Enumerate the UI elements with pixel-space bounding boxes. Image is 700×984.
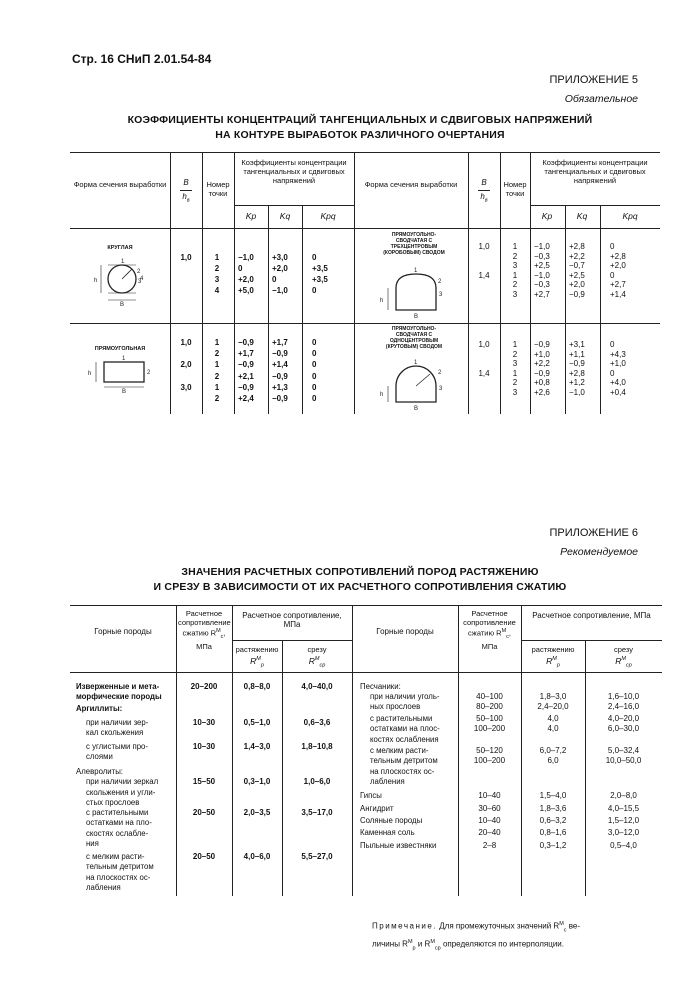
right-block-1-ratio: 1,0 bbox=[478, 340, 490, 349]
left-block-1-kq-value: +1,7 bbox=[272, 338, 288, 347]
tension-value: 0,6–3,2 bbox=[539, 816, 567, 825]
rock-name-line: с мелким расти- bbox=[370, 746, 429, 755]
svg-text:h: h bbox=[380, 392, 384, 398]
rock-name-line: Ангидрит bbox=[360, 804, 394, 813]
rock-name-line: с углистыми про- bbox=[86, 742, 148, 751]
svg-text:2: 2 bbox=[438, 370, 442, 376]
note-text-2: ве- bbox=[568, 921, 581, 931]
left-block-1-point: 2 bbox=[214, 371, 220, 381]
left-header-kq: Kq bbox=[279, 211, 291, 221]
right-block-0-point: 3 bbox=[512, 289, 518, 299]
right-block-0-ratio: 1,4 bbox=[478, 270, 490, 280]
appendix-6-label: ПРИЛОЖЕНИЕ 6 bbox=[549, 527, 638, 539]
rock-name-line: при наличии зеркал bbox=[86, 777, 159, 787]
rock-name-line: лабления bbox=[370, 777, 405, 787]
right-block-0-kpq-value: +2,7 bbox=[610, 280, 626, 289]
right-block-1-point: 3 bbox=[512, 387, 518, 397]
shear-value: 4,0–15,5 bbox=[607, 804, 640, 813]
sym-cp: ср bbox=[319, 662, 326, 669]
compression-value: 20–50 bbox=[192, 852, 216, 861]
rock-name-line: Аргиллиты: bbox=[76, 704, 123, 713]
rock-name-line: остатками на пло- bbox=[86, 818, 152, 828]
svg-text:2: 2 bbox=[137, 269, 141, 275]
shape-label-circular: КРУГЛАЯ bbox=[107, 245, 133, 251]
rock-name-line: остатками на плос- bbox=[370, 724, 440, 734]
left-block-1-kpq-value: 0 bbox=[312, 360, 317, 370]
shear-value: 1,5–12,0 bbox=[607, 816, 640, 825]
left-block-1-point: 2 bbox=[214, 394, 220, 403]
left-block-0-kq-value: +3,0 bbox=[272, 253, 288, 262]
shear-value: 3,5–17,0 bbox=[301, 808, 333, 817]
compression-text: Расчетное сопротивление сжатию R bbox=[463, 609, 516, 638]
tension-value: 4,0 4,0 bbox=[547, 714, 559, 734]
compression-value: 50–120 100–200 bbox=[473, 746, 506, 766]
compression-unit: , МПа bbox=[481, 628, 512, 651]
svg-text:2: 2 bbox=[438, 279, 442, 285]
shear-value: 1,0–6,0 bbox=[303, 777, 331, 787]
sym-m: M bbox=[552, 656, 557, 662]
note-sym-m: M bbox=[559, 921, 564, 927]
sym-p: р bbox=[260, 662, 264, 669]
sym-m: M bbox=[314, 656, 320, 662]
column-line bbox=[234, 152, 235, 414]
sym-m: M bbox=[256, 656, 261, 662]
sym-r: R bbox=[546, 655, 553, 666]
left-block-1-kpq-value: 0 bbox=[312, 394, 317, 403]
right-block-1-kp-value: +2,2 bbox=[534, 359, 550, 368]
right-block-1-kq-value: +3,1 bbox=[569, 340, 585, 349]
right-block-1-kq-value: +1,2 bbox=[569, 378, 585, 387]
tension-value: 0,8–8,0 bbox=[243, 682, 271, 691]
tension-value: 4,0–6,0 bbox=[243, 852, 271, 861]
shape-label-arch-vault: ПРЯМОУГОЛЬНО-СВОДЧАТАЯ С ОДНОЦЕНТРОВЫМ (КРУТОВЫМ) СВОДОМ bbox=[385, 326, 443, 350]
rock-name-line: Пыльные известняки bbox=[360, 841, 437, 850]
left-block-1-point: 1 bbox=[214, 338, 220, 347]
left-block-0-kpq-value: +3,5 bbox=[312, 275, 328, 284]
column-line bbox=[268, 205, 269, 414]
right-block-1-kp-value: +2,6 bbox=[534, 387, 550, 397]
compression-value: 20–200 bbox=[190, 682, 218, 691]
right-block-1-kq-value: +2,8 bbox=[569, 368, 585, 378]
compression-value: 20–50 bbox=[192, 808, 216, 817]
tension-value: 0,3–1,2 bbox=[539, 841, 567, 850]
left-block-1-kq-value: +1,4 bbox=[272, 360, 288, 370]
svg-text:h: h bbox=[380, 298, 384, 304]
right-header-rock: Горные породы bbox=[376, 627, 434, 636]
note-sym-m3: M bbox=[430, 939, 435, 946]
svg-text:1: 1 bbox=[414, 360, 418, 366]
left-block-0-kq-value: 0 bbox=[272, 275, 277, 284]
rock-name-line: на плоскостях ос- bbox=[370, 766, 435, 776]
svg-text:B: B bbox=[414, 406, 419, 412]
rock-name-line: ния bbox=[86, 839, 99, 849]
right-block-0-ratio: 1,0 bbox=[478, 242, 490, 251]
compression-value: 10–30 bbox=[192, 718, 216, 727]
left-block-1-kp-value: +1,7 bbox=[238, 349, 254, 359]
svg-text:B: B bbox=[122, 389, 127, 395]
rock-name-line: кал скольжения bbox=[86, 728, 144, 738]
rule-line bbox=[70, 605, 662, 606]
left-header-ratio-num: B bbox=[183, 178, 189, 187]
right-block-0-kp-value: −1,0 bbox=[534, 242, 550, 251]
note-sym-m2: M bbox=[407, 939, 413, 946]
left-block-1-ratio: 3,0 bbox=[180, 382, 192, 392]
compression-value: 20–40 bbox=[478, 828, 501, 837]
svg-text:1: 1 bbox=[122, 356, 126, 362]
left-block-1-kq-value: −0,9 bbox=[272, 349, 288, 359]
rectangular-section-figure bbox=[88, 356, 158, 395]
note-text-5: определяются по интерполяции. bbox=[442, 939, 564, 949]
right-block-0-point: 1 bbox=[512, 242, 518, 251]
rock-name-line: Каменная соль bbox=[360, 828, 415, 837]
rule-line bbox=[70, 228, 660, 229]
left-header-resistance: Расчетное сопротивление, МПа bbox=[242, 611, 342, 629]
left-header-shear-symbol bbox=[282, 655, 352, 671]
appendix-5-title-line1: КОЭФФИЦИЕНТЫ КОНЦЕНТРАЦИЙ ТАНГЕНЦИАЛЬНЫХ И СДВИГОВЫХ НАПРЯЖЕНИЙ bbox=[127, 114, 593, 126]
left-block-1-kq-value: −0,9 bbox=[272, 371, 288, 381]
appendix-5-title-line2: НА КОНТУРЕ ВЫРАБОТОК РАЗЛИЧНОГО ОЧЕРТАНИЯ bbox=[215, 129, 505, 141]
left-header-tension-symbol bbox=[232, 655, 282, 671]
rock-name-line: при наличии уголь- bbox=[370, 692, 440, 701]
shear-value: 5,0–32,4 10,0–50,0 bbox=[605, 746, 642, 766]
rock-name-line: ных прослоев bbox=[370, 702, 421, 712]
rock-name-line: с мелким расти- bbox=[86, 852, 145, 861]
column-line bbox=[530, 152, 531, 414]
rule-line bbox=[70, 672, 662, 673]
right-block-1-kpq-value: 0 bbox=[610, 340, 615, 349]
right-block-0-kp-value: +2,7 bbox=[534, 289, 550, 299]
right-block-0-kpq-value: +1,4 bbox=[610, 289, 626, 299]
left-header-kpq: Kpq bbox=[320, 211, 336, 221]
rock-name-line: стых прослоев bbox=[86, 798, 140, 808]
right-header-tension: растяжению bbox=[531, 645, 575, 654]
right-block-1-ratio: 1,4 bbox=[478, 368, 490, 378]
compression-text: Расчетное сопротивление сжатию R bbox=[178, 609, 231, 638]
right-block-0-point: 2 bbox=[512, 251, 518, 261]
left-block-1-point: 1 bbox=[214, 360, 220, 370]
right-block-0-kpq-value: +2,0 bbox=[610, 261, 626, 270]
rule-line bbox=[232, 640, 352, 641]
left-block-0-point: 1 bbox=[214, 253, 220, 262]
left-block-1-point: 2 bbox=[214, 349, 220, 359]
rock-name-line: слоями bbox=[86, 752, 113, 762]
right-block-0-kp-value: −0,3 bbox=[534, 280, 550, 289]
left-header-compression bbox=[178, 609, 230, 651]
compression-sym-c: с bbox=[506, 634, 509, 640]
right-block-1-kpq-value: +4,3 bbox=[610, 349, 626, 359]
tension-value: 0,5–1,0 bbox=[243, 718, 271, 727]
shear-value: 4,0–40,0 bbox=[301, 682, 333, 691]
rule-line bbox=[521, 640, 662, 641]
left-block-1-kpq-value: 0 bbox=[312, 382, 317, 392]
right-block-1-point: 2 bbox=[512, 349, 518, 359]
ratio-den-sub: в bbox=[186, 197, 190, 204]
right-header-kpq: Kpq bbox=[622, 211, 638, 221]
rock-name-line: Гипсы bbox=[360, 791, 382, 800]
right-header-shear: срезу bbox=[613, 645, 634, 654]
left-header-point: Номер точки bbox=[206, 180, 230, 198]
column-line bbox=[302, 205, 303, 414]
column-line bbox=[565, 205, 566, 414]
rule-line bbox=[70, 152, 660, 153]
right-header-kq: Kq bbox=[576, 211, 588, 221]
rock-name-line: Изверженные и мета- bbox=[76, 682, 160, 691]
right-block-0-kq-value: +2,8 bbox=[569, 242, 585, 251]
shear-value: 1,6–10,0 2,4–16,0 bbox=[607, 692, 640, 712]
right-block-1-kpq-value: 0 bbox=[610, 368, 615, 378]
tension-value: 1,8–3,6 bbox=[539, 804, 567, 813]
shear-value: 2,0–8,0 bbox=[610, 791, 637, 800]
compression-value: 10–40 bbox=[478, 816, 501, 825]
rule-line bbox=[70, 323, 660, 324]
right-block-1-kq-value: +1,1 bbox=[569, 349, 585, 359]
right-block-1-kpq-value: +0,4 bbox=[610, 387, 626, 397]
note-label: Примечание. bbox=[372, 921, 438, 931]
ratio-den-h: h bbox=[182, 192, 187, 201]
right-block-1-point: 1 bbox=[512, 368, 518, 378]
svg-text:B: B bbox=[414, 314, 419, 320]
compression-unit: , МПа bbox=[196, 628, 226, 651]
arch-vault-section-figure bbox=[380, 360, 448, 412]
svg-text:1: 1 bbox=[414, 268, 418, 274]
right-block-0-kpq-value: 0 bbox=[610, 242, 615, 251]
note-text-1: Для промежуточных значений R bbox=[439, 921, 560, 931]
left-block-0-point: 3 bbox=[214, 275, 220, 284]
left-block-0-kq-value: +2,0 bbox=[272, 264, 288, 273]
right-block-0-kq-value: +2,0 bbox=[569, 280, 585, 289]
right-block-1-kp-value: −0,9 bbox=[534, 368, 550, 378]
compression-sym-c: с bbox=[220, 634, 224, 640]
right-header-kp: Kp bbox=[541, 211, 553, 221]
note-sym-p: р bbox=[412, 945, 416, 952]
compression-value: 50–100 100–200 bbox=[473, 714, 506, 734]
left-block-1-point: 1 bbox=[214, 382, 220, 392]
tension-value: 1,4–3,0 bbox=[243, 742, 271, 751]
box-vault-section-figure bbox=[380, 266, 448, 320]
ratio-den-sub: в bbox=[484, 197, 488, 204]
right-block-0-kp-value: +2,5 bbox=[534, 261, 550, 270]
rock-name-line: костях ослабления bbox=[370, 734, 439, 744]
svg-text:2: 2 bbox=[147, 370, 151, 376]
circular-section-figure bbox=[96, 256, 156, 306]
right-block-1-kp-value: +1,0 bbox=[534, 349, 550, 359]
right-block-1-kq-value: −1,0 bbox=[569, 387, 585, 397]
appendix-5-status: Обязательное bbox=[564, 93, 638, 105]
left-block-1-kpq-value: 0 bbox=[312, 371, 317, 381]
rule-line bbox=[180, 190, 192, 191]
svg-text:h: h bbox=[88, 371, 92, 377]
left-block-1-ratio: 1,0 bbox=[180, 338, 192, 347]
note-sym-cp: ср bbox=[434, 945, 441, 952]
right-header-shear-symbol bbox=[585, 655, 662, 671]
left-header-coef: Коэффициенты концентрации тангенциальных и сдвиговых напряжений bbox=[241, 158, 347, 185]
left-header-tension: растяжению bbox=[235, 645, 279, 654]
right-header-ratio-den bbox=[468, 192, 500, 206]
appendix-5-label: ПРИЛОЖЕНИЕ 5 bbox=[549, 74, 638, 86]
right-block-1-kq-value: −0,9 bbox=[569, 359, 585, 368]
right-block-0-point: 3 bbox=[512, 261, 518, 270]
right-block-0-point: 1 bbox=[512, 270, 518, 280]
left-block-0-kpq-value: 0 bbox=[312, 253, 317, 262]
shape-label-box-vault: ПРЯМОУГОЛЬНО-СВОДЧАТАЯ С ТРЕХЦЕНТРОВЫМ (КОРОБОВЫМ) СВОДОМ bbox=[383, 232, 445, 256]
right-block-0-kq-value: +2,5 bbox=[569, 270, 585, 280]
appendix-6-title-line2: И СРЕЗУ В ЗАВИСИМОСТИ ОТ ИХ РАСЧЕТНОГО СОПРОТИВЛЕНИЯ СЖАТИЮ bbox=[153, 581, 567, 593]
appendix-6-title-line1: ЗНАЧЕНИЯ РАСЧЕТНЫХ СОПРОТИВЛЕНИЙ ПОРОД РАСТЯЖЕНИЮ bbox=[181, 566, 539, 578]
ratio-den-h: h bbox=[480, 192, 485, 201]
shear-value: 0,5–4,0 bbox=[610, 841, 637, 850]
note-text-4: и R bbox=[417, 939, 431, 949]
rock-name-line: с растительными bbox=[370, 714, 433, 723]
left-block-0-point: 4 bbox=[214, 286, 220, 295]
left-block-1-ratio: 2,0 bbox=[180, 360, 192, 370]
right-header-ratio-num: B bbox=[481, 178, 487, 187]
right-block-0-kq-value: −0,9 bbox=[569, 289, 585, 299]
rock-name-line: Алевролиты: bbox=[76, 767, 123, 776]
left-header-rock: Горные породы bbox=[94, 627, 152, 636]
note-text-3: личины R bbox=[372, 939, 408, 949]
rock-name-line: лабления bbox=[86, 883, 121, 893]
right-header-coef: Коэффициенты концентрации тангенциальных и сдвиговых напряжений bbox=[542, 158, 648, 185]
rule-line bbox=[530, 205, 660, 206]
shear-value: 5,5–27,0 bbox=[301, 852, 333, 861]
left-block-1-kp-value: −0,9 bbox=[238, 360, 254, 370]
compression-value: 30–60 bbox=[478, 804, 501, 813]
rock-name-line: Соляные породы bbox=[360, 816, 423, 825]
column-line bbox=[354, 152, 355, 414]
left-block-0-kp-value: 0 bbox=[238, 264, 243, 273]
right-block-1-point: 3 bbox=[512, 359, 518, 368]
right-header-form: Форма сечения выработки bbox=[364, 180, 458, 189]
rule-line bbox=[234, 205, 354, 206]
right-header-point: Номер точки bbox=[503, 180, 527, 198]
left-block-1-kpq-value: 0 bbox=[312, 349, 317, 359]
rock-name-line: Песчаники: bbox=[360, 682, 401, 691]
sym-m: M bbox=[621, 656, 626, 662]
left-block-0-kq-value: −1,0 bbox=[272, 286, 288, 295]
compression-value: 10–40 bbox=[478, 791, 501, 800]
right-block-0-kq-value: +2,2 bbox=[569, 251, 585, 261]
rock-name-line: на плоскостях ос- bbox=[86, 872, 151, 882]
rock-name-line: тельным детритом bbox=[370, 756, 438, 766]
column-line bbox=[352, 605, 353, 896]
compression-sym-m: M bbox=[501, 628, 507, 634]
right-header-compression bbox=[460, 609, 519, 651]
compression-sym-m: M bbox=[216, 628, 221, 634]
tension-value: 1,5–4,0 bbox=[539, 791, 567, 800]
left-block-0-ratio: 1,0 bbox=[180, 253, 192, 262]
tension-value: 0,3–1,0 bbox=[243, 777, 271, 787]
left-block-0-kpq-value: +3,5 bbox=[312, 264, 328, 273]
tension-value: 6,0–7,2 6,0 bbox=[539, 746, 567, 766]
svg-text:1: 1 bbox=[121, 259, 125, 265]
sym-r: R bbox=[615, 655, 622, 666]
appendix-6-status: Рекомендуемое bbox=[560, 546, 638, 558]
column-line bbox=[585, 640, 586, 896]
left-block-1-kp-value: +2,4 bbox=[238, 394, 254, 403]
svg-text:3: 3 bbox=[439, 386, 443, 392]
tension-value: 0,8–1,6 bbox=[539, 828, 567, 837]
left-block-0-kp-value: +5,0 bbox=[238, 286, 254, 295]
left-block-1-kq-value: +1,3 bbox=[272, 382, 288, 392]
compression-value: 40–100 80–200 bbox=[476, 692, 503, 712]
compression-value: 2–8 bbox=[482, 841, 497, 850]
right-block-0-kq-value: −0,7 bbox=[569, 261, 585, 270]
right-block-0-point: 2 bbox=[512, 280, 518, 289]
tension-value: 2,0–3,5 bbox=[243, 808, 271, 817]
sym-r: R bbox=[250, 655, 257, 666]
right-block-0-kpq-value: +2,8 bbox=[610, 251, 626, 261]
rock-name-line: скостях ослабле- bbox=[86, 828, 149, 838]
shear-value: 1,8–10,8 bbox=[301, 742, 333, 751]
rock-name-line: морфические породы bbox=[76, 692, 162, 702]
right-block-1-kpq-value: +4,0 bbox=[610, 378, 626, 387]
right-block-1-point: 2 bbox=[512, 378, 518, 387]
left-block-1-kp-value: −0,9 bbox=[238, 338, 254, 347]
rule-line bbox=[478, 190, 490, 191]
rock-name-line: с растительными bbox=[86, 808, 149, 817]
shape-label-rectangular: ПРЯМОУГОЛЬНАЯ bbox=[94, 346, 146, 352]
right-block-0-kpq-value: 0 bbox=[610, 270, 615, 280]
rock-name-line: при наличии зер- bbox=[86, 718, 149, 727]
shear-value: 4,0–20,0 6,0–30,0 bbox=[607, 714, 640, 734]
compression-value: 10–30 bbox=[192, 742, 216, 751]
svg-text:3: 3 bbox=[138, 279, 142, 285]
sym-cp: ср bbox=[625, 662, 632, 669]
right-header-resistance: Расчетное сопротивление, МПа bbox=[532, 611, 651, 620]
right-block-1-kpq-value: +1,0 bbox=[610, 359, 626, 368]
right-block-1-kp-value: +0,8 bbox=[534, 378, 550, 387]
svg-text:h: h bbox=[94, 278, 98, 284]
right-header-tension-symbol bbox=[521, 655, 585, 671]
left-block-1-kq-value: −0,9 bbox=[272, 394, 288, 403]
left-block-0-point: 2 bbox=[214, 264, 220, 273]
right-block-1-point: 1 bbox=[512, 340, 518, 349]
left-header-form: Форма сечения выработки bbox=[73, 180, 167, 189]
left-block-1-kp-value: +2,1 bbox=[238, 371, 254, 381]
right-block-1-kp-value: −0,9 bbox=[534, 340, 550, 349]
shear-value: 0,6–3,6 bbox=[303, 718, 331, 727]
sym-r: R bbox=[308, 655, 315, 666]
left-header-shear: срезу bbox=[307, 645, 327, 654]
svg-text:3: 3 bbox=[439, 292, 443, 298]
rock-name-line: тельным детритом bbox=[86, 862, 154, 872]
sym-p: р bbox=[556, 662, 560, 669]
compression-value: 15–50 bbox=[192, 777, 216, 787]
left-block-0-kpq-value: 0 bbox=[312, 286, 317, 295]
left-header-kp: Kp bbox=[245, 211, 257, 221]
left-header-ratio-den bbox=[170, 192, 202, 206]
column-line bbox=[600, 205, 601, 414]
rock-name-line: скольжения и угли- bbox=[86, 787, 156, 797]
svg-text:B: B bbox=[120, 302, 125, 308]
left-block-0-kp-value: +2,0 bbox=[238, 275, 254, 284]
right-block-0-kp-value: −1,0 bbox=[534, 270, 550, 280]
left-block-0-kp-value: −1,0 bbox=[238, 253, 254, 262]
note-sym-c: с bbox=[563, 927, 567, 934]
table-note bbox=[372, 918, 672, 955]
tension-value: 1,8–3,0 2,4–20,0 bbox=[537, 692, 569, 712]
left-block-1-kp-value: −0,9 bbox=[238, 382, 254, 392]
svg-text:4: 4 bbox=[140, 276, 144, 282]
right-block-0-kp-value: −0,3 bbox=[534, 251, 550, 261]
left-block-1-kpq-value: 0 bbox=[312, 338, 317, 347]
page-reference: Стр. 16 СНиП 2.01.54-84 bbox=[72, 52, 212, 66]
shear-value: 3,0–12,0 bbox=[607, 828, 640, 837]
